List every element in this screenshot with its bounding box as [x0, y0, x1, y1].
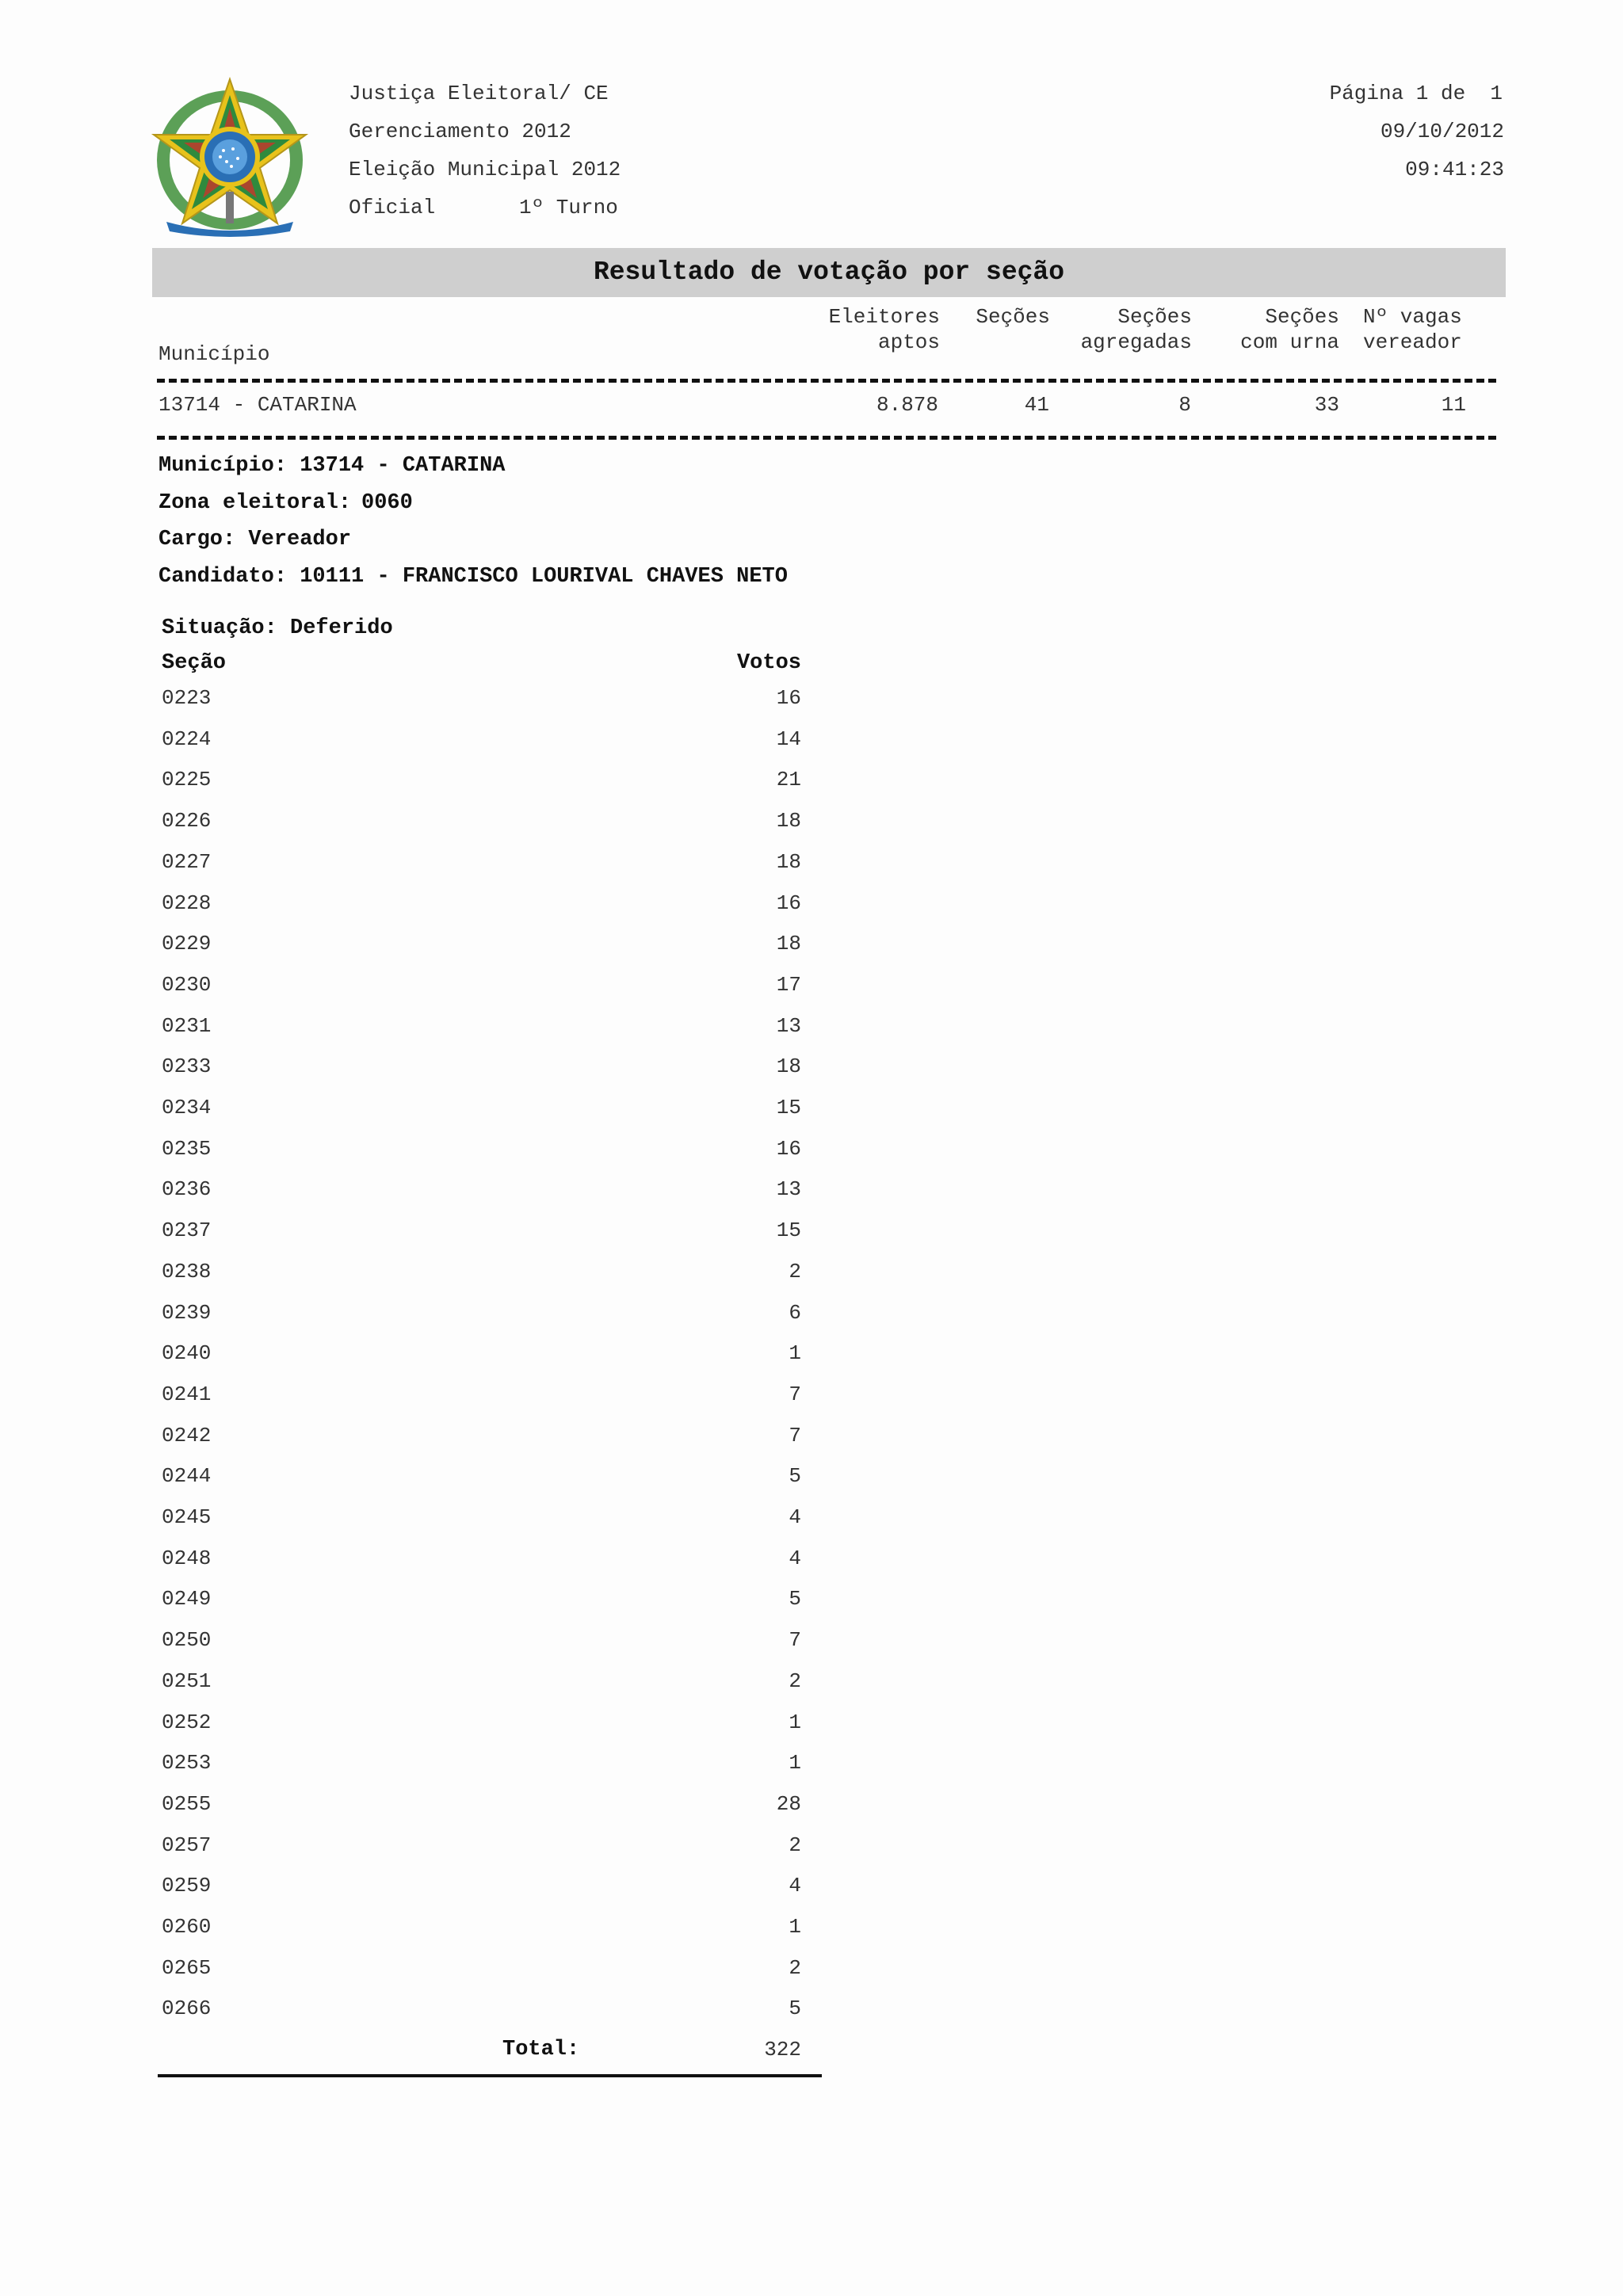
row-secao: 0238 [162, 1260, 212, 1283]
row-votos: 7 [789, 1383, 801, 1406]
divider-top [157, 379, 1496, 383]
detail-zona-label: Zona eleitoral: [158, 491, 352, 515]
row-secao: 0253 [162, 1751, 212, 1775]
row-votos: 16 [776, 1137, 801, 1161]
summary-com-urna: 33 [1314, 393, 1339, 417]
total-underline [158, 2074, 822, 2077]
row-votos: 4 [789, 1874, 801, 1897]
detail-municipio: Município: 13714 - CATARINA [158, 454, 506, 478]
col-urna-line1: Seções [1265, 305, 1339, 329]
col-secoes: Seções [976, 305, 1050, 329]
col-agregadas-line1: Seções [1117, 305, 1192, 329]
row-votos: 2 [789, 1833, 801, 1857]
summary-municipio: 13714 - CATARINA [158, 393, 357, 417]
total-value: 322 [764, 2038, 801, 2061]
row-votos: 16 [776, 891, 801, 915]
row-votos: 1 [789, 1341, 801, 1365]
row-secao: 0231 [162, 1014, 212, 1038]
row-votos: 1 [789, 1711, 801, 1734]
summary-eleitores: 8.878 [876, 393, 938, 417]
row-secao: 0227 [162, 850, 212, 874]
table-header-votos: Votos [736, 651, 801, 675]
report-time: 09:41:23 [1405, 158, 1504, 181]
row-secao: 0252 [162, 1711, 212, 1734]
row-votos: 18 [776, 809, 801, 833]
row-votos: 14 [776, 727, 801, 751]
page-number: Página 1 de 1 [1329, 82, 1503, 105]
row-votos: 18 [776, 932, 801, 955]
row-votos: 5 [789, 1464, 801, 1488]
row-votos: 6 [789, 1301, 801, 1325]
detail-candidato: Candidato: 10111 - FRANCISCO LOURIVAL CHAVES NETO [158, 565, 788, 589]
row-votos: 2 [789, 1956, 801, 1980]
row-votos: 13 [776, 1177, 801, 1201]
row-votos: 5 [789, 1587, 801, 1611]
row-secao: 0260 [162, 1915, 212, 1939]
row-secao: 0259 [162, 1874, 212, 1897]
detail-situacao: Situação: Deferido [162, 616, 393, 640]
total-label: Total: [502, 2038, 580, 2061]
row-votos: 15 [776, 1096, 801, 1119]
row-secao: 0236 [162, 1177, 212, 1201]
divider-bottom [157, 436, 1496, 440]
header-management: Gerenciamento 2012 [349, 120, 571, 143]
row-secao: 0250 [162, 1628, 212, 1652]
table-header-secao: Seção [162, 651, 227, 675]
row-secao: 0266 [162, 1997, 212, 2020]
row-votos: 13 [776, 1014, 801, 1038]
col-eleitores-line1: Eleitores [828, 305, 940, 329]
coat-of-arms-icon [151, 73, 309, 239]
row-secao: 0240 [162, 1341, 212, 1365]
row-votos: 15 [776, 1219, 801, 1242]
row-votos: 7 [789, 1424, 801, 1447]
row-secao: 0255 [162, 1792, 212, 1816]
report-date: 09/10/2012 [1380, 120, 1504, 143]
col-urna-line2: com urna [1240, 330, 1339, 354]
row-secao: 0223 [162, 686, 212, 710]
row-secao: 0233 [162, 1055, 212, 1078]
row-secao: 0224 [162, 727, 212, 751]
row-secao: 0239 [162, 1301, 212, 1325]
col-municipio: Município [158, 342, 270, 366]
row-votos: 21 [776, 768, 801, 791]
row-votos: 16 [776, 686, 801, 710]
report-title: Resultado de votação por seção [593, 257, 1065, 287]
report-title-bar [152, 248, 1506, 297]
row-votos: 1 [789, 1751, 801, 1775]
row-votos: 18 [776, 850, 801, 874]
row-votos: 18 [776, 1055, 801, 1078]
row-votos: 2 [789, 1669, 801, 1693]
header-election: Eleição Municipal 2012 [349, 158, 621, 181]
row-secao: 0242 [162, 1424, 212, 1447]
row-secao: 0244 [162, 1464, 212, 1488]
row-votos: 2 [789, 1260, 801, 1283]
row-votos: 1 [789, 1915, 801, 1939]
row-secao: 0235 [162, 1137, 212, 1161]
row-secao: 0241 [162, 1383, 212, 1406]
detail-cargo: Cargo: Vereador [158, 528, 352, 551]
detail-zona-value: 0060 [361, 491, 413, 515]
row-votos: 28 [776, 1792, 801, 1816]
col-agregadas-line2: agregadas [1080, 330, 1192, 354]
row-secao: 0237 [162, 1219, 212, 1242]
header-turn: 1º Turno [519, 196, 618, 219]
row-secao: 0226 [162, 809, 212, 833]
row-secao: 0228 [162, 891, 212, 915]
row-votos: 4 [789, 1505, 801, 1529]
row-secao: 0245 [162, 1505, 212, 1529]
row-votos: 5 [789, 1997, 801, 2020]
header-official: Oficial [349, 196, 436, 219]
row-secao: 0230 [162, 973, 212, 997]
row-votos: 4 [789, 1547, 801, 1570]
row-votos: 17 [776, 973, 801, 997]
row-secao: 0257 [162, 1833, 212, 1857]
row-secao: 0265 [162, 1956, 212, 1980]
row-votos: 7 [789, 1628, 801, 1652]
col-vagas-line1: Nº vagas [1363, 305, 1462, 329]
summary-secoes: 41 [1024, 393, 1049, 417]
row-secao: 0248 [162, 1547, 212, 1570]
header-org: Justiça Eleitoral/ CE [349, 82, 609, 105]
row-secao: 0249 [162, 1587, 212, 1611]
col-eleitores-line2: aptos [877, 330, 940, 354]
row-secao: 0234 [162, 1096, 212, 1119]
summary-agregadas: 8 [1178, 393, 1191, 417]
row-secao: 0225 [162, 768, 212, 791]
col-vagas-line2: vereador [1363, 330, 1462, 354]
summary-vagas: 11 [1441, 393, 1466, 417]
row-secao: 0251 [162, 1669, 212, 1693]
row-secao: 0229 [162, 932, 212, 955]
